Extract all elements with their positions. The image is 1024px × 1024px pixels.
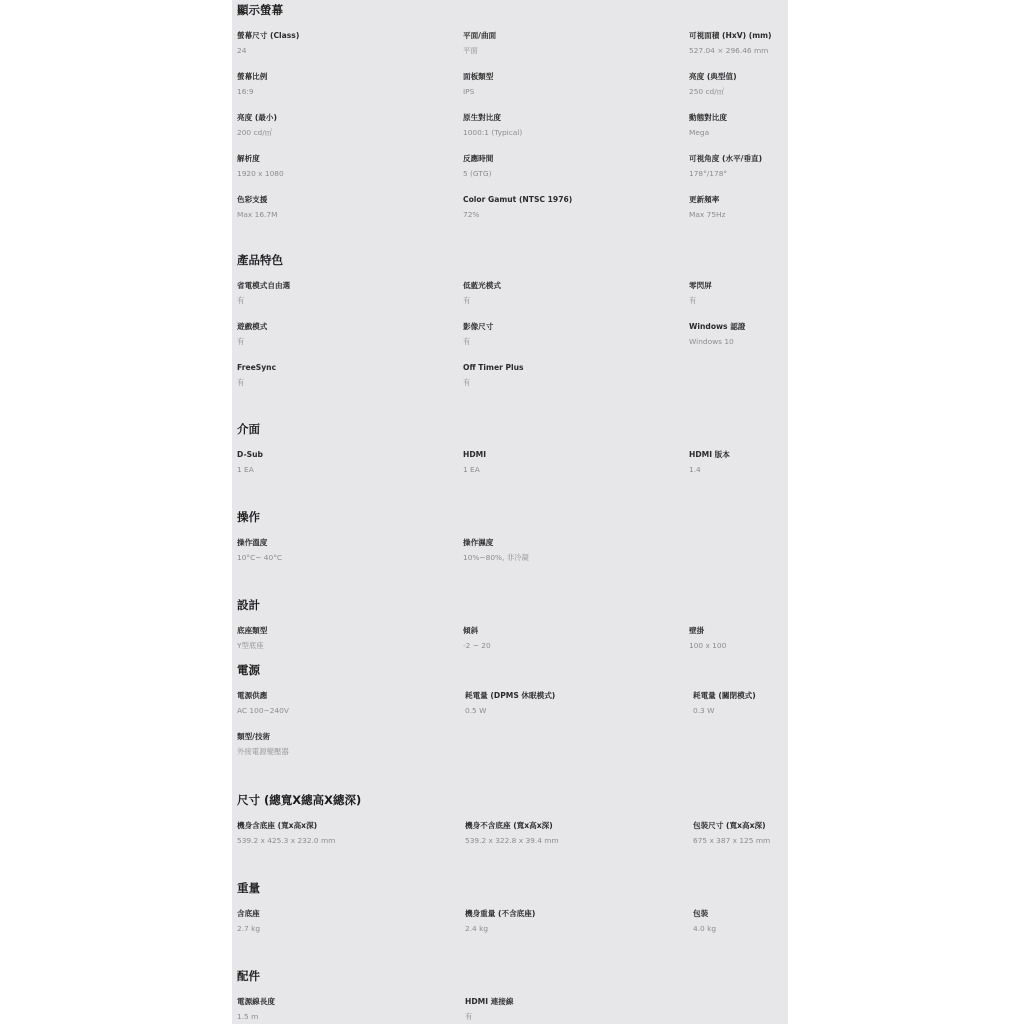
spec-item bbox=[463, 450, 673, 475]
spec-item bbox=[689, 195, 788, 220]
spec-item bbox=[237, 626, 447, 651]
spec-item bbox=[465, 909, 675, 934]
spec-value: 16:9 bbox=[237, 87, 254, 96]
spec-label: 機身含底座 (寬x高x深) bbox=[237, 821, 318, 830]
section-title: 重量 bbox=[237, 881, 260, 895]
spec-value: 10%~80%, 非冷凝 bbox=[463, 553, 529, 562]
spec-item bbox=[237, 363, 447, 388]
spec-label: 電源供應 bbox=[237, 691, 268, 700]
spec-item bbox=[237, 72, 447, 97]
spec-item bbox=[689, 154, 788, 179]
spec-value: 200 cd/㎡ bbox=[237, 128, 273, 137]
spec-item bbox=[463, 281, 673, 306]
spec-label: 機身不含底座 (寬x高x深) bbox=[465, 821, 553, 830]
spec-value: 有 bbox=[465, 1012, 473, 1021]
spec-label: Windows 認證 bbox=[689, 322, 746, 331]
spec-item bbox=[463, 626, 673, 651]
spec-value: 有 bbox=[689, 296, 697, 305]
spec-item bbox=[237, 538, 447, 563]
spec-value: Windows 10 bbox=[689, 337, 734, 346]
spec-value: 有 bbox=[237, 378, 245, 387]
spec-value: Max 16.7M bbox=[237, 210, 278, 219]
section-title: 介面 bbox=[237, 422, 260, 436]
spec-value: 178°/178° bbox=[689, 169, 728, 178]
spec-label: 螢幕比例 bbox=[237, 72, 268, 81]
spec-label: 原生對比度 bbox=[463, 113, 501, 122]
spec-label: 亮度 (典型值) bbox=[689, 72, 737, 81]
spec-item bbox=[237, 322, 447, 347]
spec-item bbox=[689, 31, 788, 56]
spec-label: 耗電量 (DPMS 休眠模式) bbox=[465, 691, 556, 700]
spec-value: 10°C~ 40°C bbox=[237, 553, 283, 562]
spec-item bbox=[465, 691, 675, 716]
spec-value: 1.4 bbox=[689, 465, 701, 474]
spec-value: 539.2 x 425.3 x 232.0 mm bbox=[237, 836, 336, 845]
spec-item bbox=[237, 195, 447, 220]
spec-item bbox=[689, 626, 788, 651]
spec-item bbox=[463, 154, 673, 179]
spec-item bbox=[463, 538, 673, 563]
spec-label: 壁掛 bbox=[689, 626, 705, 635]
spec-label: 可視角度 (水平/垂直) bbox=[689, 154, 763, 163]
spec-value: 有 bbox=[237, 337, 245, 346]
spec-item bbox=[689, 72, 788, 97]
section-title: 產品特色 bbox=[237, 253, 283, 267]
spec-item bbox=[237, 113, 447, 138]
section-title: 尺寸 (總寬X總高X總深) bbox=[237, 793, 362, 807]
spec-label: 包裝 bbox=[693, 909, 709, 918]
spec-label: HDMI 版本 bbox=[689, 450, 730, 459]
spec-item bbox=[689, 450, 788, 475]
section-title: 配件 bbox=[237, 969, 260, 983]
spec-value: 5 (GTG) bbox=[463, 169, 492, 178]
spec-item bbox=[693, 821, 788, 846]
spec-item bbox=[237, 997, 447, 1022]
spec-label: 面板類型 bbox=[463, 72, 494, 81]
spec-item bbox=[237, 31, 447, 56]
spec-item bbox=[465, 997, 675, 1022]
spec-item bbox=[237, 450, 447, 475]
spec-label: 可視面積 (HxV) (mm) bbox=[689, 31, 772, 40]
spec-item bbox=[463, 31, 673, 56]
spec-label: 動態對比度 bbox=[689, 113, 727, 122]
spec-value: 250 cd/㎡ bbox=[689, 87, 725, 96]
spec-item bbox=[689, 281, 788, 306]
spec-item bbox=[693, 691, 788, 716]
spec-label: 類型/技術 bbox=[237, 732, 271, 741]
spec-item bbox=[237, 821, 447, 846]
spec-value: 100 x 100 bbox=[689, 641, 727, 650]
spec-label: FreeSync bbox=[237, 363, 277, 372]
section-title: 設計 bbox=[237, 598, 260, 612]
spec-item bbox=[237, 281, 447, 306]
spec-label: 平面/曲面 bbox=[463, 31, 497, 40]
spec-value: 72% bbox=[463, 210, 480, 219]
spec-value: 有 bbox=[463, 378, 471, 387]
spec-sheet bbox=[232, 0, 788, 1024]
spec-label: 零閃屏 bbox=[689, 281, 712, 290]
spec-value: 1920 x 1080 bbox=[237, 169, 284, 178]
spec-item bbox=[693, 909, 788, 934]
spec-label: 低藍光模式 bbox=[463, 281, 501, 290]
spec-label: 影像尺寸 bbox=[463, 322, 494, 331]
spec-label: HDMI 連接線 bbox=[465, 997, 514, 1006]
spec-label: 包裝尺寸 (寬x高x深) bbox=[693, 821, 766, 830]
section-title: 操作 bbox=[237, 510, 260, 524]
spec-label: 含底座 bbox=[237, 909, 260, 918]
spec-item bbox=[463, 322, 673, 347]
spec-label: 操作溫度 bbox=[237, 538, 268, 547]
spec-item bbox=[463, 113, 673, 138]
spec-value: 平面 bbox=[463, 46, 478, 55]
spec-label: 機身重量 (不含底座) bbox=[465, 909, 536, 918]
spec-value: Y型底座 bbox=[237, 641, 264, 650]
spec-item bbox=[237, 732, 447, 757]
spec-item bbox=[463, 72, 673, 97]
spec-label: 更新頻率 bbox=[689, 195, 720, 204]
spec-value: 1 EA bbox=[237, 465, 254, 474]
spec-label: Color Gamut (NTSC 1976) bbox=[463, 195, 573, 204]
spec-label: HDMI bbox=[463, 450, 487, 459]
spec-value: 外接電源變壓器 bbox=[237, 747, 289, 756]
spec-value: 2.7 kg bbox=[237, 924, 261, 933]
spec-item bbox=[463, 195, 673, 220]
spec-label: 螢幕尺寸 (Class) bbox=[237, 31, 300, 40]
section-title: 顯示螢幕 bbox=[237, 3, 283, 17]
spec-item bbox=[237, 691, 447, 716]
spec-item bbox=[463, 363, 673, 388]
spec-value: Mega bbox=[689, 128, 710, 137]
spec-label: 省電模式自由選 bbox=[237, 281, 291, 290]
spec-item bbox=[689, 113, 788, 138]
spec-value: 675 x 387 x 125 mm bbox=[693, 836, 771, 845]
spec-value: Max 75Hz bbox=[689, 210, 726, 219]
spec-item bbox=[689, 322, 788, 347]
spec-value: 1.5 m bbox=[237, 1012, 259, 1021]
spec-label: 解析度 bbox=[237, 154, 260, 163]
spec-value: AC 100~240V bbox=[237, 706, 289, 715]
spec-label: 色彩支援 bbox=[237, 195, 268, 204]
spec-label: 電源線長度 bbox=[237, 997, 275, 1006]
spec-value: 539.2 x 322.8 x 39.4 mm bbox=[465, 836, 559, 845]
spec-value: 1 EA bbox=[463, 465, 480, 474]
spec-value: 有 bbox=[463, 296, 471, 305]
spec-item bbox=[237, 909, 447, 934]
spec-value: 有 bbox=[463, 337, 471, 346]
spec-value: IPS bbox=[463, 87, 475, 96]
spec-value: 24 bbox=[237, 46, 247, 55]
section-title: 電源 bbox=[237, 663, 260, 677]
spec-item bbox=[237, 154, 447, 179]
spec-label: 反應時間 bbox=[463, 154, 494, 163]
spec-value: 2.4 kg bbox=[465, 924, 489, 933]
spec-value: 1000:1 (Typical) bbox=[463, 128, 523, 137]
spec-item bbox=[465, 821, 675, 846]
spec-label: 亮度 (最小) bbox=[237, 113, 277, 122]
spec-label: Off Timer Plus bbox=[463, 363, 524, 372]
spec-value: 0.5 W bbox=[465, 706, 487, 715]
spec-label: 底座類型 bbox=[237, 626, 268, 635]
spec-value: -2 ~ 20 bbox=[463, 641, 491, 650]
spec-value: 4.0 kg bbox=[693, 924, 717, 933]
spec-value: 有 bbox=[237, 296, 245, 305]
spec-value: 527.04 × 296.46 mm bbox=[689, 46, 769, 55]
spec-label: D-Sub bbox=[237, 450, 263, 459]
spec-label: 耗電量 (關閉模式) bbox=[693, 691, 756, 700]
spec-value: 0.3 W bbox=[693, 706, 715, 715]
spec-label: 操作濕度 bbox=[463, 538, 494, 547]
spec-label: 傾斜 bbox=[463, 626, 479, 635]
spec-label: 遊戲模式 bbox=[237, 322, 268, 331]
